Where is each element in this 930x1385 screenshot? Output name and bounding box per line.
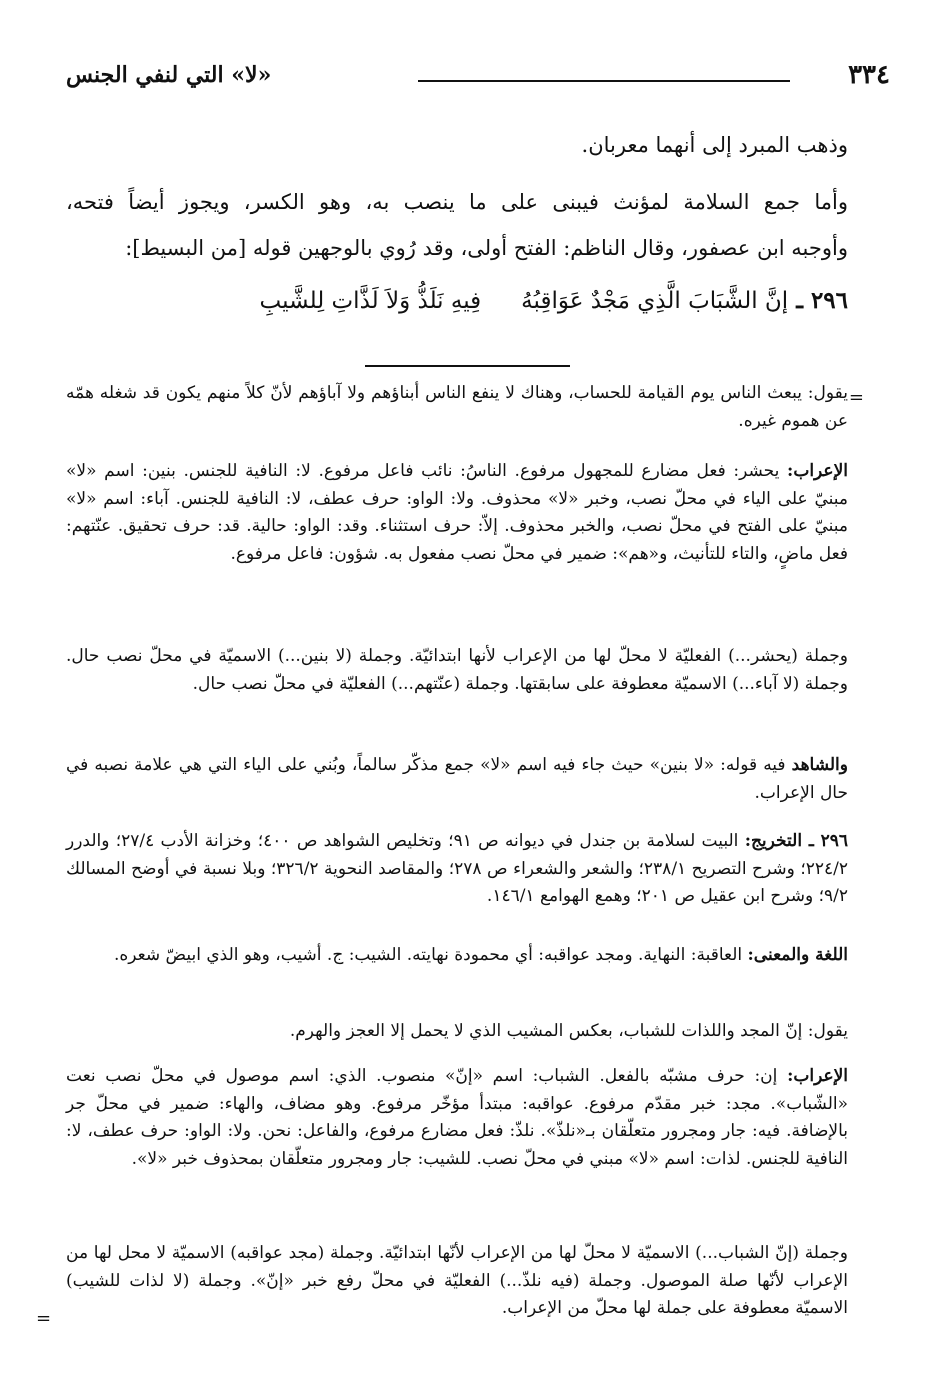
main-text-line-3: وأوجبه ابن عصفور، وقال الناظم: الفتح أولى، وقد رُوي بالوجهين قوله [من البسيط]: — [125, 236, 848, 260]
header-rule — [418, 80, 790, 82]
page-number: ٣٣٤ — [848, 60, 890, 90]
footnote-paragraph-sentences-2: وجملة (إنّ الشباب...) الاسميّة لا محلّ لها من الإعراب لأنّها ابتدائيّة. وجملة (مجد عواقبه) الاسميّة لا محل لها من الإعراب لأنّها صلة الموصول. وجملة (فيه نلذّ...) الفعليّة في محلّ رفع خبر «إنّ». وجملة (لا لذات للشيب) الاسميّة معطوفة على جملة لها محلّ من الإعراب. — [66, 1243, 848, 1318]
footnote-paragraph-evidence: والشاهد فيه قوله: «لا بنين» حيث جاء فيه اسم «لا» جمع مذكّر سالماً، وبُني على الياء التي هي علامة نصبه في حال الإعراب. — [66, 755, 848, 803]
parsing-label-2: الإعراب: — [787, 1066, 849, 1086]
evidence-label: والشاهد — [791, 755, 848, 775]
footnote-paragraph-parsing: الإعراب: يحشر: فعل مضارع للمجهول مرفوع. الناسُ: نائب فاعل مرفوع. لا: النافية للجنس. بنين: اسم «لا» مبنيّ على الياء في محلّ نصب، وخبر «لا» محذوف. ولا: الواو: حرف عطف، لا: النافية للجنس. آباء: اسم «لا» مبنيّ على الفتح في محلّ نصب، والخبر محذوف. إلاّ: حرف استثناء. وقد: الواو: حالية. قد: حرف تحقيق. عنّتهم: فعل ماضٍ، والتاء للتأنيث، و«هم»: ضمير في محلّ نصب مفعول به. شؤون: فاعل مرفوع. — [66, 461, 848, 564]
verse-first-hemistich: إنَّ الشَّبَابَ الَّذِي مَجْدٌ عَوَاقِبُهُ — [521, 288, 789, 314]
footnote-paragraph-meaning: يقول: يبعث الناس يوم القيامة للحساب، وهناك لا ينفع الناس أبناؤهم ولا آباؤهم لأنّ كلاً منهم يكون قد شغله همّه عن هموم غيره. — [66, 383, 848, 431]
footnote-paragraph-language: اللغة والمعنى: العاقبة: النهاية. ومجد عواقبه: أي محمودة نهايته. الشيب: ج. أشيب، وهو الذي ابيضّ شعره. — [113, 945, 848, 965]
parsing-label: الإعراب: — [787, 461, 848, 481]
continuation-marker-top: = — [848, 387, 864, 408]
running-title: «لا» التي لنفي الجنس — [66, 62, 272, 88]
footnote-paragraph-parsing-2: الإعراب: إن: حرف مشبّه بالفعل. الشباب: اسم «إنّ» منصوب. الذي: اسم موصول في محلّ نصب نعت «الشّباب». مجد: خبر مقدّم مرفوع. عواقبه: مبتدأ مؤخّر مرفوع. وهو مضاف، والهاء: ضمير في محلّ جر بالإضافة. فيه: جار ومجرور متعلّقان بـ«نلذّ». نلذّ: فعل مضارع مرفوع، والفاعل: نحن. ولا: الواو: حرف عطف، لا: النافية للجنس. لذات: اسم «لا» مبني في محلّ نصب. للشيب: جار ومجرور متعلّقان بمحذوف خبر «لا». — [66, 1066, 849, 1169]
main-text-line-2: وأما جمع السلامة لمؤنث فيبنى على ما ينصب به، وهو الكسر، ويجوز أيضاً فتحه، — [66, 190, 848, 214]
footnote-paragraph-meaning-2: يقول: إنّ المجد واللذات للشباب، بعكس المشيب الذي لا يحمل إلا العجز والهرم. — [289, 1021, 848, 1041]
verse-number: ٢٩٦ ـ — [796, 287, 848, 314]
verse-second-hemistich: فِيهِ نَلَذُّ وَلاَ لَذَّاتِ لِلشَّيبِ — [259, 288, 482, 314]
continuation-marker-bottom: = — [36, 1308, 52, 1329]
page-header — [66, 60, 890, 96]
main-text-line-1: وذهب المبرد إلى أنهما معربان. — [581, 133, 848, 157]
sources-label: ٢٩٦ ـ التخريج: — [744, 831, 849, 851]
language-label: اللغة والمعنى: — [747, 945, 848, 965]
footnote-separator — [365, 365, 570, 367]
footnote-paragraph-sources: ٢٩٦ ـ التخريج: البيت لسلامة بن جندل في ديوانه ص ٩١؛ وتخليص الشواهد ص ٤٠٠؛ وخزانة الأدب ٢٧/٤؛ والدرر ٢٢٤/٢؛ وشرح التصريح ٢٣٨/١؛ والشعر والشعراء ص ٢٧٨؛ والمقاصد النحوية ٣٢٦/٢؛ وبلا نسبة في أوضح المسالك ٩/٢؛ وشرح ابن عقيل ص ٢٠١؛ وهمع الهوامع ١٤٦/١. — [66, 831, 849, 906]
footnote-paragraph-sentences: وجملة (يحشر...) الفعليّة لا محلّ لها من الإعراب لأنها ابتدائيّة. وجملة (لا بنين...) الاسميّة في محلّ نصب حال. وجملة (لا آباء...) الاسميّة معطوفة على سابقتها. وجملة (عنّتهم...) الفعليّة في محلّ نصب حال. — [66, 646, 848, 694]
verse-line — [66, 286, 848, 316]
